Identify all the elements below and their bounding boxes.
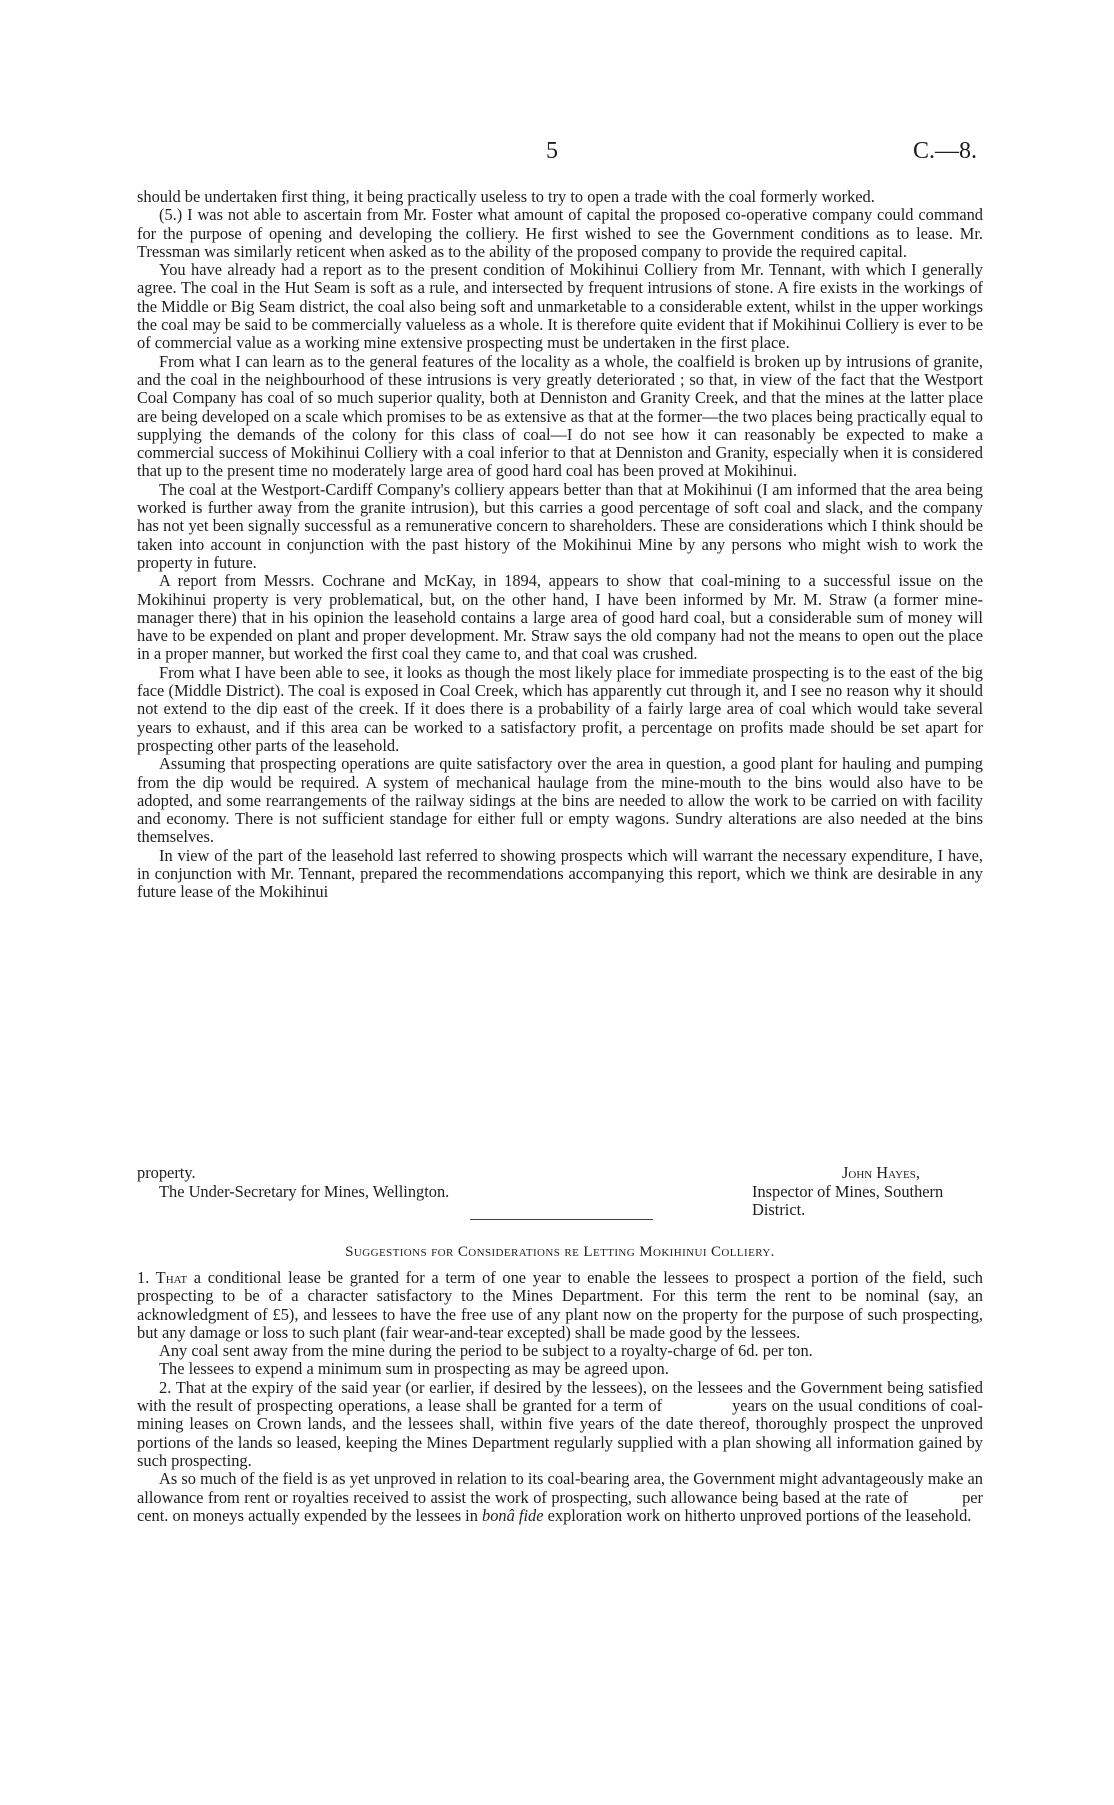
- paragraph-capital: (5.) I was not able to ascertain from Mr. Foster what amount of capital the proposed co-operative company could command for the purpose of opening and developing the colliery. He first wished to see the Government conditions as to lease. Mr. Tressman was similarly reticent when asked as to the ability of the proposed company to provide the required capital.: [137, 205, 983, 261]
- suggestion-allowance-italic: bonâ fide: [482, 1505, 544, 1525]
- suggestion-allowance: [137, 1470, 983, 1525]
- page-number: 5: [546, 138, 558, 164]
- suggestion-1-lead: 1. That: [137, 1268, 188, 1287]
- suggestion-1-text: a conditional lease be granted for a term of one year to enable the lessees to prospect a portion of the field, such prospecting to be of a character satisfactory to the Mines Department. For this term the rent to be nominal (say, an acknowledgment of £5), and lessees to have the free use of any plant now on the property for the purpose of such prospecting, but any damage or loss to such plant (fair wear-and-tear excepted) shall be made good by the lessees.: [137, 1268, 983, 1342]
- paragraph-westport-cardiff: The coal at the Westport-Cardiff Company's colliery appears better than that at Mokihinui (I am informed that the area being worked is further away from the granite intrusion), but this carries a good percentage of soft coal and slack, and the company has not yet been signally successful as a remunerative concern to shareholders. These are considerations which I think should be taken into account in conjunction with the past history of the Mokihinui Mine by any persons who might wish to work the property in future.: [137, 479, 983, 572]
- addressee: The Under-Secretary for Mines, Wellington.: [159, 1182, 450, 1201]
- suggestion-2-text-b: years on the usual conditions of coal-mining leases on Crown lands, and the lessees shall, within five years of the date thereof, thoroughly prospect the unproved portions of the lands so leased, keeping the Mines Department regularly supplied with a plan showing all information gained by such prospecting.: [137, 1396, 983, 1470]
- suggestion-1: [137, 1269, 983, 1342]
- signature-block: [137, 1163, 983, 1220]
- letter-body: [137, 188, 983, 902]
- suggestion-2: [137, 1379, 983, 1470]
- document-reference: C.—8.: [912, 138, 977, 164]
- paragraph-locality: From what I can learn as to the general features of the locality as a whole, the coalfield is broken up by intrusions of granite, and the coal in the neighbourhood of these intrusions is very greatly deteriorated ; so that, in view of the fact that the Westport Coal Company has coal of so much superior quality, both at Denniston and Granity Creek, and that the mines at the latter place are being developed on a scale which promises to be as extensive as that at the former—the two places being practically equal to supplying the demands of the colony for this class of coal—I do not see how it can reasonably be expected to make a commercial success of Mokihinui Colliery with a coal inferior to that at Denniston and Granity, especially when it is considered that up to the present time no moderately large area of good hard coal has been proved at Mokihinui.: [137, 351, 983, 481]
- paragraph-cochrane-mckay-report: A report from Messrs. Cochrane and McKay, in 1894, appears to show that coal-mining to a successful issue on the Mokihinui property is very problematical, but, on the other hand, I have been informed by Mr. M. Straw (a former mine-manager there) that in his opinion the leasehold contains a large area of good hard coal, but a considerable sum of money will have to be expended on plant and proper development. Mr. Straw says the old company had not the means to open out the place in a proper manner, but worked the first coal they came to, and that coal was crushed.: [137, 571, 983, 664]
- paragraph-plant: Assuming that prospecting operations are quite satisfactory over the area in question, a good plant for hauling and pumping from the dip would be required. A system of mechanical haulage from the mine-mouth to the bins would also have to be adopted, and some rearrangements of the railway sidings at the bins are needed to allow the work to be carried on with facility and economy. There is not sufficient standage for either full or empty wagons. Sundry alterations are also needed at the bins themselves.: [137, 754, 983, 847]
- suggestion-allowance-text-c: exploration work on hitherto unproved portions of the leasehold.: [547, 1505, 972, 1525]
- suggestion-allowance-text-b: per cent. on moneys actually expended by the lessees in: [137, 1487, 983, 1525]
- page-header: [0, 138, 1114, 168]
- suggestion-minimum-sum: The lessees to expend a minimum sum in prospecting as may be agreed upon.: [159, 1359, 669, 1379]
- suggestion-royalty: Any coal sent away from the mine during the period to be subject to a royalty-charge of 6d. per ton.: [159, 1341, 813, 1361]
- section-divider: [470, 1219, 653, 1220]
- suggestions-body: [137, 1269, 983, 1525]
- suggestion-2-text-a: 2. That at the expiry of the said year (or earlier, if desired by the lessees), on the lessees and the Government being satisfied with the result of prospecting operations, a lease shall be granted for a term of: [137, 1377, 983, 1416]
- paragraph-recommendations: In view of the part of the leasehold last referred to showing prospects which will warrant the necessary expenditure, I have, in conjunction with Mr. Tennant, prepared the recommendations accompanying this report, which we think are desirable in any future lease of the Mokihinui: [137, 845, 983, 902]
- suggestions-title: Suggestions for Considerations re Letting Mokihinui Colliery.: [345, 1244, 775, 1260]
- paragraph-prospecting-place: From what I have been able to see, it looks as though the most likely place for immediate prospecting is to the east of the big face (Middle District). The coal is exposed in Coal Creek, which has apparently cut through it, and I see no reason why it should not extend to the dip east of the creek. If it does there is a probability of a fairly large area of coal which would take several years to exhaust, and if this area can be worked to a satisfactory profit, a percentage on profits made should be set apart for prospecting other parts of the leasehold.: [137, 662, 983, 755]
- signatory-title: Inspector of Mines, Southern District.: [752, 1182, 944, 1220]
- closing-word: property.: [137, 1163, 196, 1182]
- paragraph-colliery-condition: You have already had a report as to the present condition of Mokihinui Colliery from Mr. Tennant, with which I generally agree. The coal in the Hut Seam is soft as a rule, and intersected by frequent intrusions of stone. A fire exists in the workings of the Middle or Big Seam district, the coal also being soft and unmarketable to a considerable extent, whilst in the upper workings the coal may be said to be commercially valueless as a whole. It is therefore quite evident that if Mokihinui Colliery is ever to be of commercial value as a working mine extensive prospecting must be undertaken in the first place.: [137, 260, 983, 353]
- paragraph-continuation: should be undertaken first thing, it being practically useless to try to open a trade with the coal formerly worked.: [137, 187, 875, 206]
- suggestion-allowance-text-a: As so much of the field is as yet unproved in relation to its coal-bearing area, the Government might advantageously make an allowance from rent or royalties received to assist the work of prospecting, such allowance being based at the rate of: [137, 1469, 983, 1507]
- signatory-name: John Hayes,: [842, 1163, 920, 1182]
